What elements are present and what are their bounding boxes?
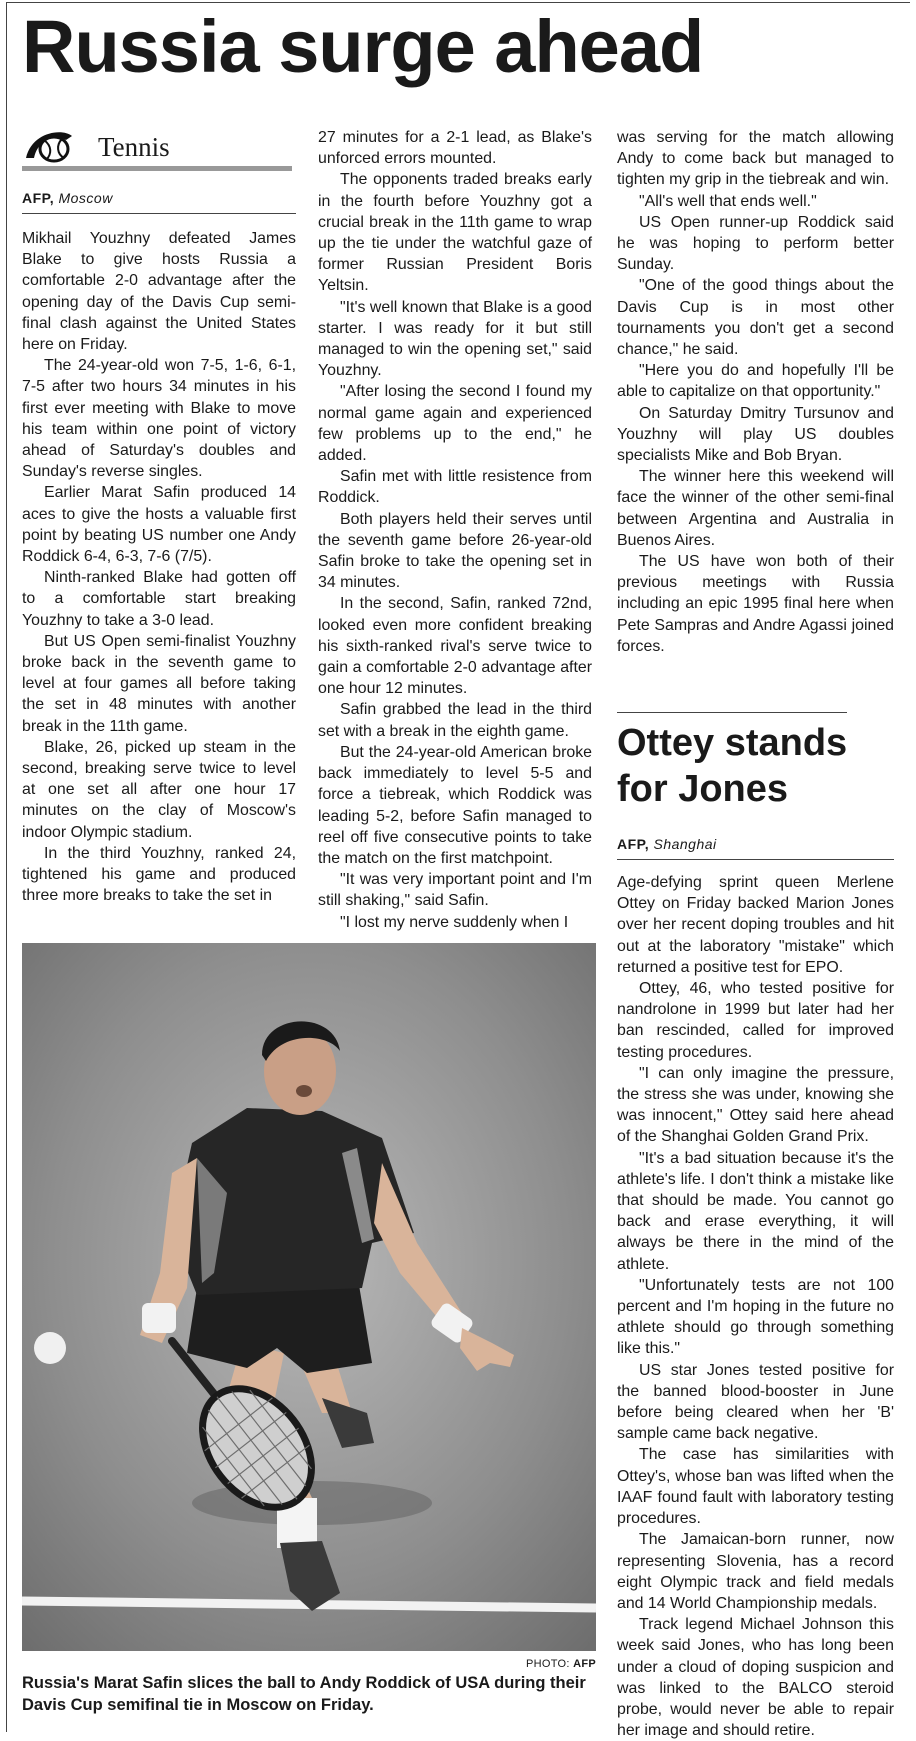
page-left-rule [6,2,7,1732]
paragraph: The 24-year-old won 7-5, 1-6, 6-1, 7-5 after two hours 34 minutes in his first ever meeting with Blake to move his team within one point of victory ahead of Saturday's doubles and Sunday's reverse singles. [22,357,296,481]
paragraph: "Unfortunately tests are not 100 percent and I'm hoping in the future no athlete should go through something like this." [617,1276,894,1358]
paragraph: "I can only imagine the pressure, the stress she was under, knowing she was innocent," Ottey said here ahead of the Shanghai Golden Grand Prix. [617,1064,894,1146]
second-dateline [617,836,717,852]
tennis-ball-icon [22,128,76,164]
paragraph: "It's a bad situation because it's the athlete's life. I don't think a mistake like that should be made. You cannot go back and erase everything, it will always be there in the mind of the athlete. [617,1149,894,1273]
second-story-column [617,872,894,1741]
paragraph: Mikhail Youzhny defeated James Blake to give hosts Russia a comfortable 2-0 advantage after the opening day of the Davis Cup semi-final clash against the United States here on Friday. [22,230,296,354]
page-top-rule [6,2,910,3]
paragraph: Ottey, 46, who tested positive for nandrolone in 1999 but later had her ban rescinded, called for improved testing procedures. [617,980,894,1061]
dateline-rule [22,213,296,214]
dateline-rule [617,859,894,860]
paragraph: "All's well that ends well." [639,192,817,210]
news-photo [22,943,596,1651]
paragraph: was serving for the match allowing Andy to come back but managed to tighten my grip in the tiebreak and win. [617,129,894,189]
paragraph: "It was very important point and I'm still shaking," said Safin. [318,871,592,910]
paragraph: The winner here this weekend will face the winner of the other semi-final between Argentina and Australia in Buenos Aires. [617,468,894,549]
photo-credit-agency: AFP [573,1658,596,1670]
paragraph: "It's well known that Blake is a good starter. I was ready for it but still managed to win the opening set," said Youzhny. [318,298,592,380]
main-story-column-1 [22,228,296,907]
paragraph: "After losing the second I found my normal game again and experienced few problems up to the end," he added. [318,383,592,465]
paragraph: Safin grabbed the lead in the third set with a break in the eighth game. [318,701,592,740]
paragraph: The Jamaican-born runner, now representing Slovenia, has a record eight Olympic track and field medals and 14 World Championship medals. [617,1531,894,1612]
tennis-player-illustration [22,943,596,1651]
paragraph: But the 24-year-old American broke back immediately to level 5-5 and force a tiebreak, which Roddick was leading 5-2, before Safin managed to reel off five consecutive points to take the match on the first matchpoint. [318,743,592,867]
paragraph: Earlier Marat Safin produced 14 aces to give the hosts a valuable first point by beating US number one Andy Roddick 6-4, 6-3, 7-6 (7/5). [22,484,296,566]
main-dateline [22,190,113,206]
photo-caption: Russia's Marat Safin slices the ball to Andy Roddick of USA during their Davis Cup semifinal tie in Moscow on Friday. [22,1674,586,1714]
main-headline: Russia surge ahead [22,5,704,88]
paragraph: The case has similarities with Ottey's, whose ban was lifted when the IAAF found fault with laboratory testing procedures. [617,1446,894,1528]
paragraph: Track legend Michael Johnson this week said Jones, who has long been under a cloud of doping suspicion and was linked to the BALCO steroid probe, would never be able to repair her image and should retire. [617,1616,894,1740]
main-story-column-3 [617,127,894,657]
paragraph: Safin met with little resistence from Roddick. [318,468,592,507]
main-story-column-2 [318,127,592,933]
photo-credit [22,1658,596,1670]
paragraph: 27 minutes for a 2-1 lead, as Blake's unforced errors mounted. [318,129,592,168]
dateline-agency: AFP, [22,190,55,206]
paragraph: In the second, Safin, ranked 72nd, looked even more confident breaking his sixth-ranked rival's serve twice to gain a comfortable 2-0 advantage after one hour 12 minutes. [318,595,592,698]
paragraph: Both players held their serves until the seventh game before 26-year-old Safin broke to take the opening set in 34 minutes. [318,510,592,592]
dateline-city: Moscow [58,190,113,206]
section-logo [22,128,292,172]
paragraph: US star Jones tested positive for the banned blood-booster in June before being cleared when her 'B' sample came back negative. [617,1361,894,1443]
paragraph: The opponents traded breaks early in the fourth before Youzhny got a crucial break in the 11th game to wrap up the tie under the watchful gaze of former Russian President Boris Yeltsin. [318,171,592,295]
paragraph: "I lost my nerve suddenly when I [340,913,569,931]
paragraph: In the third Youzhny, ranked 24, tightened his game and produced three more breaks to take the set in [22,844,296,905]
paragraph: US Open runner-up Roddick said he was hoping to perform better Sunday. [617,213,894,274]
second-headline: Ottey stands for Jones [617,722,848,810]
paragraph: But US Open semi-finalist Youzhny broke back in the seventh game to level at four games all before taking the set in 48 minutes with another break in the 11th game. [22,632,296,735]
paragraph: Age-defying sprint queen Merlene Ottey on Friday backed Marion Jones over her recent doping troubles and hit out at the laboratory "mistake" which returned a positive test for EPO. [617,874,894,976]
paragraph: The US have won both of their previous meetings with Russia including an epic 1995 final here when Pete Sampras and Andre Agassi joined forces. [617,553,894,655]
section-label: Tennis [98,132,170,162]
paragraph: On Saturday Dmitry Tursunov and Youzhny will play US doubles specialists Mike and Bob Bryan. [617,404,894,465]
photo-credit-prefix: PHOTO: [525,1658,570,1670]
paragraph: Blake, 26, picked up steam in the second, breaking serve twice to level at one set all after one hour 17 minutes on the clay of Moscow's indoor Olympic stadium. [22,738,296,841]
paragraph: "One of the good things about the Davis Cup is in most other tournaments you don't get a second chance," he said. [617,277,894,359]
paragraph: Ninth-ranked Blake had gotten off to a comfortable start breaking Youzhny to take a 3-0 lead. [22,569,296,629]
dateline-city: Shanghai [653,836,717,852]
section-bar [22,166,292,171]
paragraph: "Here you do and hopefully I'll be able to capitalize on that opportunity." [617,362,894,401]
second-story-rule [617,712,847,713]
dateline-agency: AFP, [617,836,650,852]
